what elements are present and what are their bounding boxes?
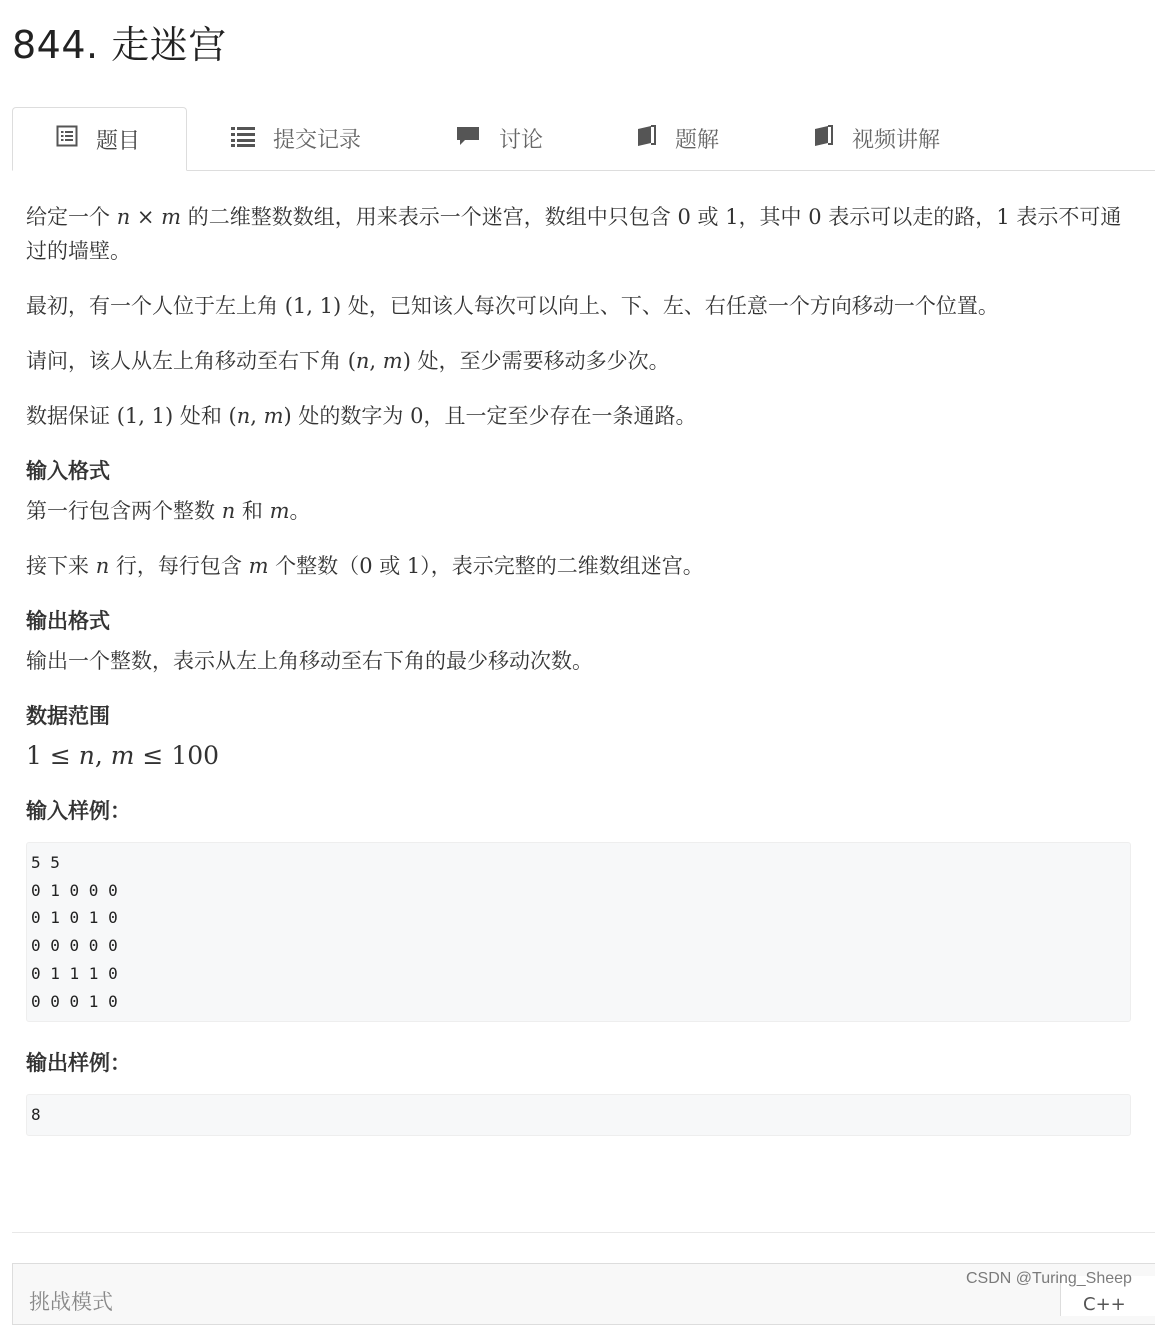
sample-output-block[interactable]: 8 [26, 1094, 1131, 1136]
tab-submissions[interactable] [231, 107, 361, 170]
input-format-heading: 输入格式 [26, 459, 110, 483]
list-box-icon [56, 125, 78, 153]
output-format-text: 输出一个整数，表示从左上角移动至右下角的最少移动次数。 [26, 649, 593, 673]
input-format-line: 接下来 n 行，每行包含 m 个整数（0 或 1），表示完整的二维数组迷宫。 [26, 554, 704, 578]
sample-input-block[interactable]: 5 5 0 1 0 0 0 0 1 0 1 0 0 0 0 0 0 0 1 1 1 0 0 0 0 1 0 [26, 842, 1131, 1022]
output-format-heading: 输出格式 [26, 609, 110, 633]
description-paragraph: 数据保证 (1, 1) 处和 (n, m) 处的数字为 0，且一定至少存在一条通路。 [26, 404, 697, 428]
watermark: CSDN @Turing_Sheep [966, 1270, 1132, 1287]
tab-label: 题目 [96, 128, 141, 154]
comment-icon [455, 125, 481, 153]
sample-input-heading: 输入样例： [26, 799, 131, 823]
tab-solutions[interactable] [635, 107, 719, 170]
description-paragraph: 请问，该人从左上角移动至右下角 (n, m) 处，至少需要移动多少次。 [26, 349, 670, 373]
data-range-heading: 数据范围 [26, 704, 110, 728]
tab-problem[interactable] [12, 107, 187, 171]
tab-label: 视频讲解 [852, 128, 941, 153]
tab-label: 讨论 [499, 128, 544, 153]
language-label: C++ [1083, 1294, 1126, 1315]
challenge-mode-label[interactable]: 挑战模式 [29, 1290, 113, 1314]
divider [12, 1232, 1155, 1233]
tab-label: 提交记录 [273, 128, 362, 153]
description-paragraph: 最初，有一个人位于左上角 (1, 1) 处，已知该人每次可以向上、下、左、右任意一个方向移动一个位置。 [26, 294, 999, 318]
description-paragraph: 给定一个 n × m 的二维整数数组，用来表示一个迷宫，数组中只包含 0 或 1，其中 0 表示可以走的路，1 表示不可通过的墙壁。 [26, 205, 1122, 263]
tab-bar [12, 107, 1155, 171]
data-range-text: 1 ≤ n, m ≤ 100 [26, 741, 220, 770]
tab-label: 题解 [675, 128, 720, 153]
tab-discussion[interactable] [455, 107, 543, 170]
tab-video[interactable] [812, 107, 940, 170]
page-title: 844. 走迷宫 [12, 23, 227, 67]
input-format-line: 第一行包含两个整数 n 和 m。 [26, 499, 311, 523]
book-icon [635, 124, 657, 154]
list-icon [231, 125, 255, 153]
sample-output-heading: 输出样例： [26, 1051, 131, 1076]
problem-content [26, 200, 1131, 1136]
book-icon [812, 124, 834, 154]
